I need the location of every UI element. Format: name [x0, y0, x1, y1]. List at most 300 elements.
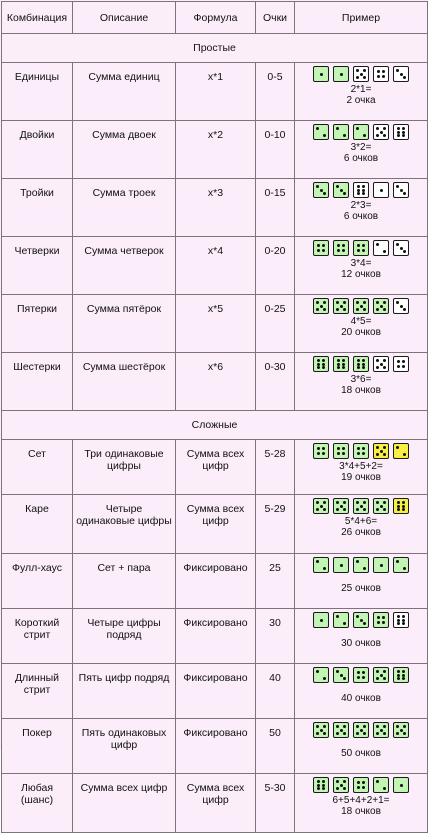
die-pip [376, 301, 379, 304]
die-pip [397, 505, 400, 508]
die-pip [316, 508, 319, 511]
die-pip [376, 677, 379, 680]
die-4-icon [373, 66, 389, 82]
die-6-icon [393, 498, 409, 514]
die-pip [343, 508, 346, 511]
die-pip [400, 73, 403, 76]
die-pip [403, 725, 406, 728]
die-pip [343, 622, 346, 625]
die-pip [317, 363, 320, 366]
die-5-icon [333, 498, 349, 514]
die-pip [322, 249, 325, 252]
die-pip [382, 616, 385, 619]
die-pip [362, 781, 365, 784]
combination-description: Три одинаковые цифры [73, 440, 176, 495]
die-pip [316, 560, 319, 563]
die-pip [383, 453, 386, 456]
die-pip [323, 192, 326, 195]
die-pip [376, 670, 379, 673]
die-pip [357, 249, 360, 252]
die-pip [342, 244, 345, 247]
combination-example [295, 719, 428, 774]
die-3-icon [313, 182, 329, 198]
table-row [2, 664, 428, 719]
die-pip [403, 76, 406, 79]
combination-example [295, 554, 428, 609]
die-pip [402, 615, 405, 618]
die-4-icon [353, 443, 369, 459]
die-pip [316, 127, 319, 130]
die-5-icon [353, 66, 369, 82]
dice-row [297, 498, 425, 516]
example-result: 18 очков [341, 385, 381, 396]
die-1-icon [313, 66, 329, 82]
combination-points: 0-15 [256, 179, 295, 237]
example-result: 6 очков [343, 211, 379, 222]
die-pip [337, 447, 340, 450]
die-pip [357, 189, 360, 192]
die-pip [343, 780, 346, 783]
combination-formula: x*3 [176, 179, 256, 237]
combination-points: 30 [256, 609, 295, 664]
die-4-icon [353, 667, 369, 683]
die-pip [317, 359, 320, 362]
combination-example [295, 440, 428, 495]
die-pip [343, 732, 346, 735]
die-pip [362, 786, 365, 789]
die-pip [322, 784, 325, 787]
example-calculation: 3*2= [350, 142, 372, 153]
combination-description: Сумма троек [73, 179, 176, 237]
die-pip [336, 301, 339, 304]
example-result: 26 очков [341, 527, 381, 538]
dice-row [297, 777, 425, 795]
combination-name: Двойки [2, 121, 73, 179]
dice-row [297, 667, 425, 685]
combination-points: 5-28 [256, 440, 295, 495]
die-pip [397, 622, 400, 625]
die-pip [362, 249, 365, 252]
die-6-icon [393, 667, 409, 683]
die-pip [376, 366, 379, 369]
die-pip [363, 622, 366, 625]
combination-name: Четверки [2, 237, 73, 295]
table-row [2, 495, 428, 554]
die-pip [357, 452, 360, 455]
dice-row [297, 240, 425, 258]
die-5-icon [333, 722, 349, 738]
die-pip [323, 508, 326, 511]
combination-description: Сумма шестёрок [73, 353, 176, 411]
die-pip [396, 185, 399, 188]
die-pip [322, 363, 325, 366]
die-pip [362, 192, 365, 195]
die-pip [380, 131, 383, 134]
die-pip [400, 189, 403, 192]
die-4-icon [333, 240, 349, 256]
die-pip [402, 505, 405, 508]
die-pip [376, 134, 379, 137]
die-pip [317, 452, 320, 455]
die-pip [320, 305, 323, 308]
combination-name: Длинный стрит [2, 664, 73, 719]
die-pip [362, 363, 365, 366]
section-title: Простые [2, 34, 428, 63]
die-4-icon [333, 443, 349, 459]
die-pip [397, 670, 400, 673]
combination-description: Пять цифр подряд [73, 664, 176, 719]
table-row [2, 440, 428, 495]
die-pip [357, 192, 360, 195]
die-5-icon [313, 498, 329, 514]
die-pip [402, 365, 405, 368]
combination-formula: x*1 [176, 63, 256, 121]
combination-name: Единицы [2, 63, 73, 121]
table-row [2, 774, 428, 833]
die-pip [356, 69, 359, 72]
die-pip [383, 508, 386, 511]
die-pip [397, 365, 400, 368]
combination-points: 0-10 [256, 121, 295, 179]
die-pip [317, 447, 320, 450]
die-2-icon [333, 612, 349, 628]
combination-points: 0-30 [256, 353, 295, 411]
die-pip [402, 127, 405, 130]
combination-name: Короткий стрит [2, 609, 73, 664]
die-3-icon [333, 667, 349, 683]
combination-example [295, 353, 428, 411]
combination-points: 50 [256, 719, 295, 774]
die-pip [376, 243, 379, 246]
die-pip [376, 359, 379, 362]
die-pip [337, 244, 340, 247]
table-row [2, 295, 428, 353]
combination-example [295, 121, 428, 179]
die-pip [316, 725, 319, 728]
combination-description: Сумма двоек [73, 121, 176, 179]
die-5-icon [373, 356, 389, 372]
die-pip [403, 732, 406, 735]
die-pip [396, 560, 399, 563]
die-pip [342, 447, 345, 450]
die-pip [360, 305, 363, 308]
die-pip [362, 359, 365, 362]
die-pip [377, 75, 380, 78]
combination-name: Пятерки [2, 295, 73, 353]
die-pip [400, 305, 403, 308]
die-1-icon [373, 557, 389, 573]
die-pip [363, 76, 366, 79]
die-pip [396, 732, 399, 735]
die-pip [402, 131, 405, 134]
die-pip [337, 363, 340, 366]
die-pip [343, 192, 346, 195]
example-result: 50 очков [341, 748, 381, 759]
die-pip [323, 567, 326, 570]
die-pip [362, 452, 365, 455]
die-pip [343, 134, 346, 137]
die-5-icon [353, 722, 369, 738]
combination-name: Каре [2, 495, 73, 554]
example-calculation: 2*3= [350, 200, 372, 211]
combination-formula: Фиксировано [176, 609, 256, 664]
die-pip [336, 501, 339, 504]
combination-formula: Сумма всех цифр [176, 774, 256, 833]
die-pip [317, 780, 320, 783]
example-result: 20 очков [341, 327, 381, 338]
combination-example [295, 774, 428, 833]
die-pip [317, 249, 320, 252]
table-row [2, 554, 428, 609]
die-pip [322, 244, 325, 247]
die-pip [402, 508, 405, 511]
die-5-icon [373, 298, 389, 314]
combination-name: Шестерки [2, 353, 73, 411]
die-pip [316, 732, 319, 735]
table-row [2, 609, 428, 664]
die-6-icon [353, 182, 369, 198]
die-1-icon [393, 777, 409, 793]
table-row [2, 179, 428, 237]
combination-example [295, 609, 428, 664]
die-pip [357, 185, 360, 188]
example-result: 40 очков [341, 693, 381, 704]
die-5-icon [393, 722, 409, 738]
die-pip [380, 450, 383, 453]
die-2-icon [393, 443, 409, 459]
die-6-icon [313, 356, 329, 372]
die-4-icon [313, 240, 329, 256]
die-pip [382, 70, 385, 73]
die-pip [342, 359, 345, 362]
combination-example [295, 295, 428, 353]
die-pip [356, 615, 359, 618]
die-pip [316, 670, 319, 673]
die-pip [336, 732, 339, 735]
combination-description: Сет + пара [73, 554, 176, 609]
die-3-icon [393, 182, 409, 198]
example-calculation: 5*4+6= [344, 516, 378, 527]
die-pip [380, 674, 383, 677]
dice-row [297, 557, 425, 575]
die-2-icon [373, 240, 389, 256]
die-pip [363, 501, 366, 504]
die-pip [383, 446, 386, 449]
die-pip [363, 69, 366, 72]
die-pip [316, 301, 319, 304]
die-pip [402, 674, 405, 677]
combination-name: Фулл-хаус [2, 554, 73, 609]
die-2-icon [313, 667, 329, 683]
die-pip [340, 729, 343, 732]
header-formula: Формула [176, 2, 256, 34]
die-5-icon [373, 443, 389, 459]
die-pip [340, 784, 343, 787]
combination-formula: x*6 [176, 353, 256, 411]
example-result: 30 очков [341, 638, 381, 649]
die-3-icon [393, 240, 409, 256]
die-pip [377, 70, 380, 73]
die-pip [316, 308, 319, 311]
header-description: Описание [73, 2, 176, 34]
die-pip [403, 192, 406, 195]
die-3-icon [353, 612, 369, 628]
die-pip [317, 784, 320, 787]
combination-formula: Сумма всех цифр [176, 440, 256, 495]
die-pip [323, 732, 326, 735]
die-pip [396, 243, 399, 246]
die-pip [403, 308, 406, 311]
dice-row [297, 124, 425, 142]
die-2-icon [313, 557, 329, 573]
die-pip [362, 447, 365, 450]
die-pip [336, 185, 339, 188]
die-pip [337, 366, 340, 369]
die-pip [320, 189, 323, 192]
die-pip [360, 73, 363, 76]
example-result: 25 очков [341, 583, 381, 594]
die-pip [357, 781, 360, 784]
combination-example [295, 495, 428, 554]
die-pip [356, 732, 359, 735]
die-pip [380, 305, 383, 308]
die-4-icon [393, 356, 409, 372]
combination-points: 25 [256, 554, 295, 609]
die-pip [362, 189, 365, 192]
die-pip [363, 508, 366, 511]
die-pip [380, 729, 383, 732]
die-6-icon [333, 356, 349, 372]
die-pip [376, 780, 379, 783]
die-pip [383, 250, 386, 253]
die-5-icon [353, 298, 369, 314]
die-pip [402, 360, 405, 363]
die-pip [357, 671, 360, 674]
die-pip [396, 301, 399, 304]
die-pip [316, 501, 319, 504]
die-pip [323, 134, 326, 137]
die-pip [322, 359, 325, 362]
die-pip [362, 676, 365, 679]
die-5-icon [353, 498, 369, 514]
die-pip [383, 725, 386, 728]
combination-formula: Фиксировано [176, 554, 256, 609]
die-pip [336, 787, 339, 790]
example-result: 6 очков [343, 153, 379, 164]
table-row [2, 353, 428, 411]
die-pip [357, 366, 360, 369]
header-combination: Комбинация [2, 2, 73, 34]
dice-row [297, 298, 425, 316]
die-pip [377, 616, 380, 619]
die-5-icon [333, 777, 349, 793]
example-result: 19 очков [341, 472, 381, 483]
example-calculation: 3*6= [350, 374, 372, 385]
die-pip [363, 134, 366, 137]
die-pip [342, 249, 345, 252]
die-pip [377, 621, 380, 624]
combination-description: Четыре одинаковые цифры [73, 495, 176, 554]
die-pip [403, 567, 406, 570]
die-pip [397, 615, 400, 618]
die-pip [336, 127, 339, 130]
die-pip [323, 725, 326, 728]
die-pip [356, 308, 359, 311]
die-pip [316, 185, 319, 188]
die-pip [363, 567, 366, 570]
die-pip [376, 127, 379, 130]
die-pip [317, 787, 320, 790]
die-2-icon [373, 777, 389, 793]
die-pip [342, 366, 345, 369]
header-row [2, 2, 428, 34]
die-pip [363, 732, 366, 735]
combination-formula: Фиксировано [176, 664, 256, 719]
table-row [2, 63, 428, 121]
die-pip [383, 366, 386, 369]
die-pip [362, 185, 365, 188]
die-pip [383, 732, 386, 735]
die-pip [397, 127, 400, 130]
combination-points: 0-20 [256, 237, 295, 295]
example-calculation: 2*1= [350, 84, 372, 95]
die-6-icon [313, 777, 329, 793]
die-pip [317, 244, 320, 247]
die-pip [402, 670, 405, 673]
die-pip [396, 725, 399, 728]
die-5-icon [373, 722, 389, 738]
die-2-icon [393, 557, 409, 573]
die-pip [360, 729, 363, 732]
die-pip [376, 453, 379, 456]
die-pip [363, 308, 366, 311]
die-5-icon [373, 124, 389, 140]
die-pip [383, 677, 386, 680]
combination-description: Сумма единиц [73, 63, 176, 121]
die-pip [322, 366, 325, 369]
die-pip [320, 505, 323, 508]
example-result: 2 очка [346, 95, 376, 106]
die-pip [340, 674, 343, 677]
example-calculation: 6+5+4+2+1= [332, 795, 390, 806]
die-pip [357, 447, 360, 450]
combination-points: 0-5 [256, 63, 295, 121]
die-pip [397, 501, 400, 504]
die-pip [363, 725, 366, 728]
die-pip [362, 671, 365, 674]
die-pip [322, 780, 325, 783]
die-5-icon [373, 498, 389, 514]
combination-name: Сет [2, 440, 73, 495]
die-pip [397, 674, 400, 677]
die-pip [383, 127, 386, 130]
die-pip [376, 725, 379, 728]
die-pip [400, 729, 403, 732]
example-calculation: 4*5= [350, 316, 372, 327]
die-pip [362, 244, 365, 247]
header-points: Очки [256, 2, 295, 34]
die-pip [376, 501, 379, 504]
die-2-icon [353, 557, 369, 573]
die-pip [380, 189, 383, 192]
die-1-icon [333, 66, 349, 82]
die-5-icon [313, 722, 329, 738]
die-pip [357, 676, 360, 679]
die-pip [322, 452, 325, 455]
die-pip [357, 359, 360, 362]
die-pip [356, 725, 359, 728]
dice-row [297, 66, 425, 84]
